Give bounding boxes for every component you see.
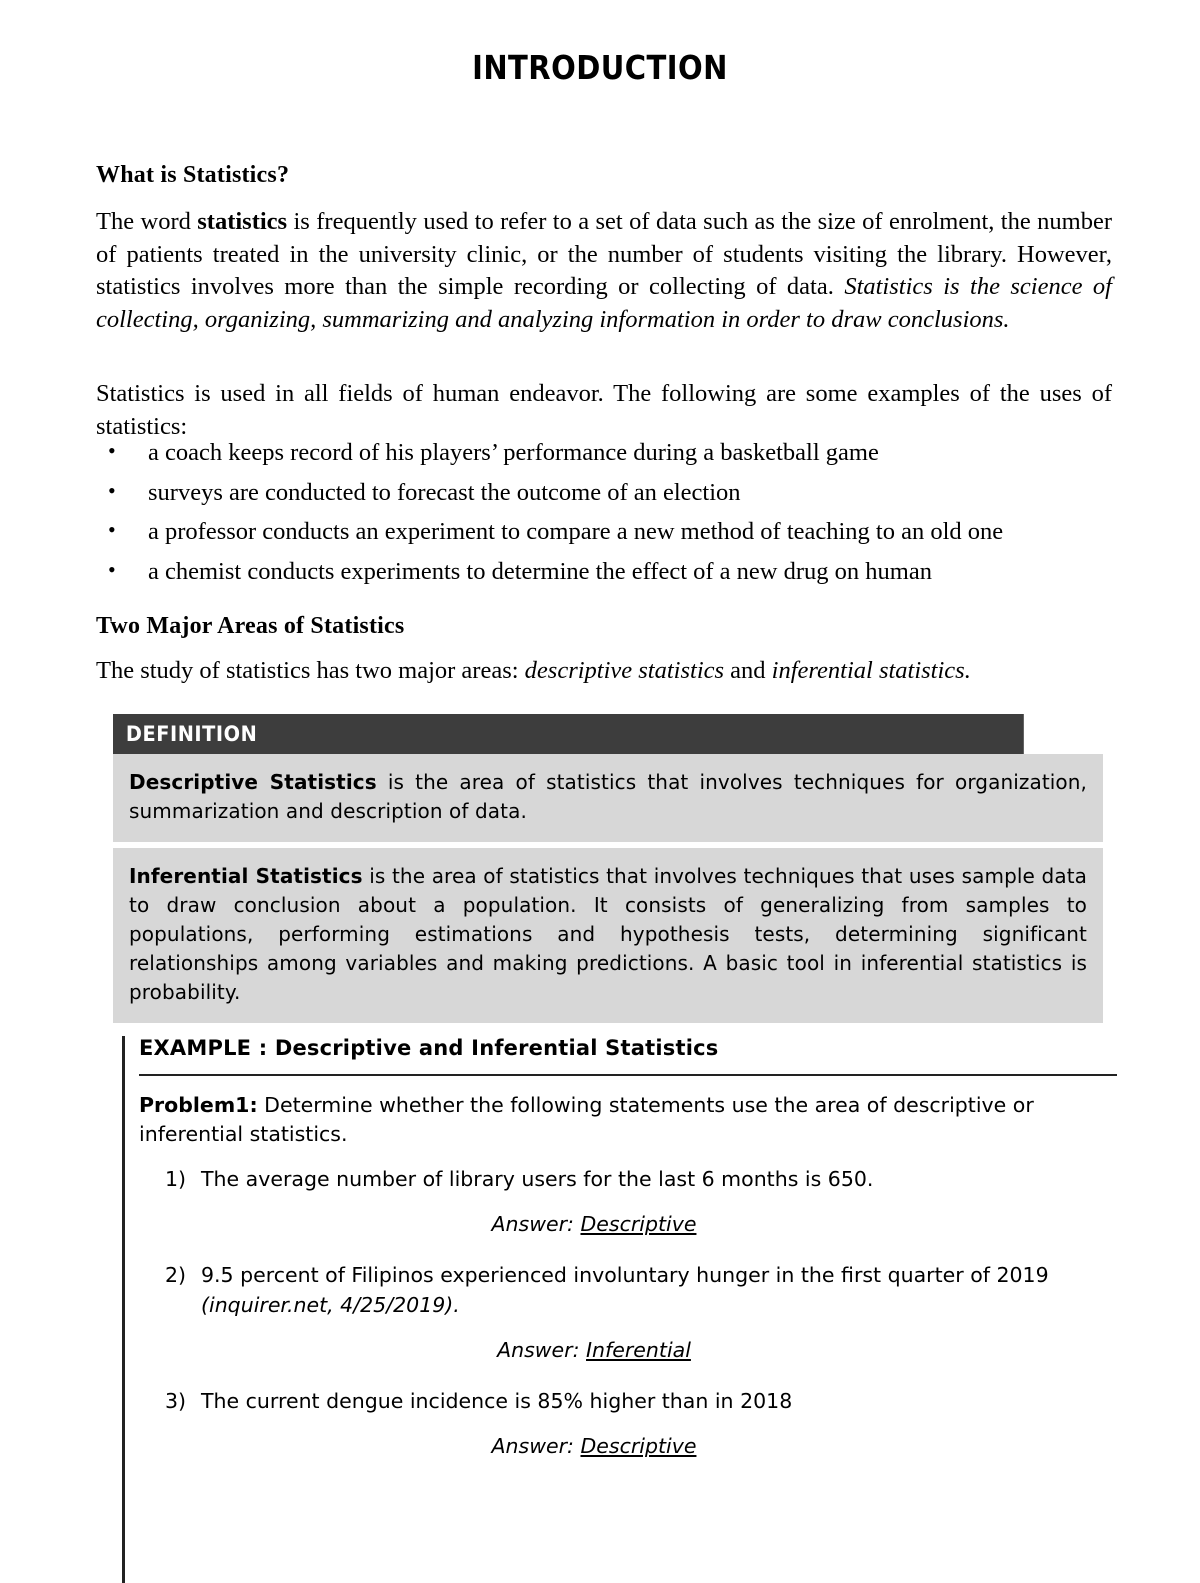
paragraph-italic-definition: Statistics is the science of collecting, organizing, summarizing and analyzing information in order to draw conclusions. xyxy=(96,273,1112,333)
paragraph-lead: The word xyxy=(96,208,198,235)
problem-label: Problem1: xyxy=(139,1093,258,1117)
answer-value: Descriptive xyxy=(580,1212,697,1237)
section-heading-two-major-areas xyxy=(96,611,1112,643)
answer-line xyxy=(201,1210,1117,1239)
inline-italic-descriptive: descriptive statistics xyxy=(524,657,725,684)
list-item xyxy=(139,1261,1117,1364)
example-question-list xyxy=(139,1165,1117,1461)
example-box-header: EXAMPLE : Descriptive and Inferential Statistics xyxy=(139,1036,1117,1076)
example-box xyxy=(122,1036,1117,1583)
answer-line xyxy=(201,1336,1117,1365)
definition-entry-text xyxy=(129,768,1087,826)
item-number: 2) xyxy=(165,1263,187,1288)
definition-entry-inferential xyxy=(113,848,1103,1023)
answer-value: Descriptive xyxy=(580,1433,697,1458)
item-question-text: 9.5 percent of Filipinos experienced involuntary hunger in the first quarter of 2019 xyxy=(201,1263,1049,1288)
list-item: • a professor conducts an experiment to compare a new method of teaching to an old one xyxy=(96,516,1112,549)
answer-value: Inferential xyxy=(586,1337,691,1362)
list-item: • a chemist conducts experiments to determine the effect of a new drug on human xyxy=(96,556,1112,589)
item-question xyxy=(201,1261,1101,1319)
section-heading-what-is-statistics xyxy=(96,160,1112,192)
item-citation: (inquirer.net, 4/25/2019). xyxy=(201,1292,460,1317)
item-question: The average number of library users for the last 6 months is 650. xyxy=(201,1167,874,1192)
definition-box-header: DEFINITION xyxy=(113,714,1024,754)
definition-term: Descriptive Statistics xyxy=(129,770,377,794)
answer-line xyxy=(201,1432,1117,1461)
answer-label: Answer: xyxy=(497,1337,580,1362)
definition-entry-descriptive xyxy=(113,754,1103,842)
item-number: 3) xyxy=(165,1388,187,1413)
paragraph-body: is frequently used to refer to a set of data such as the size of enrolment, the number of patients treated in the university clinic, or the number of students visiting the library. However, statistics involves more than the simple recording or collecting of data. xyxy=(96,208,1112,301)
list-item xyxy=(139,1165,1117,1239)
heading-text: Two Major Areas of Statistics xyxy=(96,613,405,639)
inline-bold-statistics: statistics xyxy=(197,208,288,235)
list-item: • a coach keeps record of his players’ performance during a basketball game xyxy=(96,437,1112,470)
list-item: • surveys are conducted to forecast the outcome of an election xyxy=(96,477,1112,510)
paragraph-uses-intro: Statistics is used in all fields of human endeavor. The following are some examples of the uses of statistics: xyxy=(96,380,1112,440)
definition-term: Inferential Statistics xyxy=(129,864,363,888)
paragraph-two-major-areas xyxy=(96,655,1112,688)
answer-label: Answer: xyxy=(491,1212,574,1237)
problem-text: Determine whether the following statements use the area of descriptive or inferential statistics. xyxy=(139,1093,1034,1147)
list-item xyxy=(139,1387,1117,1461)
uses-of-statistics-list xyxy=(96,437,1112,595)
page-title: INTRODUCTION xyxy=(472,48,728,87)
definition-body: is the area of statistics that involves techniques that uses sample data to draw conclusion about a population. It consists of generalizing from samples to populations, performing estimations and hypothesis tests, determining significant relationships among variables and making predictions. A basic tool in inferential statistics is probability. xyxy=(129,864,1087,1004)
definition-entry-text xyxy=(129,862,1087,1007)
definition-body: is the area of statistics that involves techniques for organization, summarization and description of data. xyxy=(129,770,1087,823)
two-areas-conjunction: and xyxy=(724,657,772,684)
definition-box xyxy=(113,714,1103,1023)
paragraph-what-is-statistics xyxy=(96,206,1112,336)
item-number: 1) xyxy=(165,1167,187,1192)
two-areas-lead: The study of statistics has two major areas: xyxy=(96,657,525,684)
inline-italic-inferential: inferential statistics. xyxy=(771,657,971,684)
example-problem-statement xyxy=(139,1091,1044,1149)
answer-label: Answer: xyxy=(491,1433,574,1458)
item-question: The current dengue incidence is 85% higher than in 2018 xyxy=(201,1388,793,1413)
heading-text: What is Statistics? xyxy=(96,162,290,188)
